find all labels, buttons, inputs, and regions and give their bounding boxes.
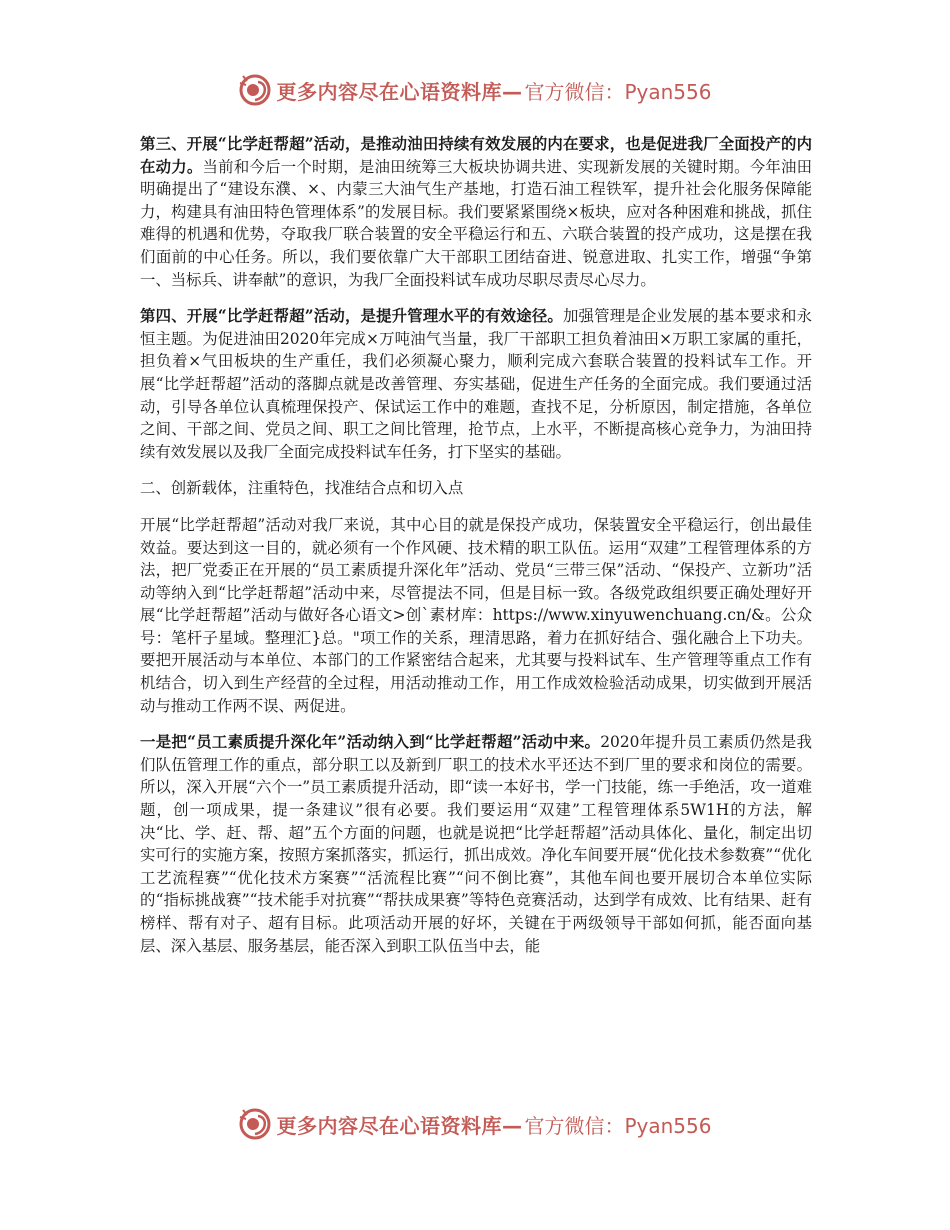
paragraph-text: 加强管理是企业发展的基本要求和永恒主题。为促进油田2020年完成×万吨油气当量，我厂干部职工担负着油田×万职工家属的重托，担负着×气田板块的生产重任，我们必须凝心聚力，顺利完成六套联合装置的投料试车工作。开展“比学赶帮超”活动的落脚点就是改善管理、夯实基础，促进生产任务的全面完成。我们要通过活动，引导各单位认真梳理保投产、保试运工作中的难题，查找不足，分析原因，制定措施，各单位之间、干部之间、党员之间、职工之间比管理，抢节点，上水平，不断提高核心竞争力，为油田持续有效发展以及我厂全面完成投料试车任务，打下坚实的基础。 <box>140 307 812 461</box>
banner-wechat: 官方微信：Pyan556 <box>524 1113 712 1138</box>
banner-text: 更多内容尽在心语资料库— <box>276 1113 523 1138</box>
paragraph-text: 2020年提升员工素质仍然是我们队伍管理工作的重点，部分职工以及新到厂职工的技术水平还达不到厂里的要求和岗位的需要。所以，深入开展“六个一”员工素质提升活动，即“读一本好书，学一门技能，练一手绝活，攻一道难题，创一项成果，提一条建议”很有必要。我们要运用“双建”工程管理体系5W1H的方法，解决“比、学、赶、帮、超”五个方面的问题，也就是说把“比学赶帮超”活动具体化、量化，制定出切实可行的实施方案，按照方案抓落实，抓运行，抓出成效。净化车间要开展“优化技术参数赛”“优化工艺流程赛”“优化技术方案赛”“活流程比赛”“问不倒比赛”，其他车间也要开展切合本单位实际的“指标挑战赛”“技术能手对抗赛”“帮扶成果赛”等特色竞赛活动，达到学有成效、比有结果、赶有榜样、帮有对子、超有目标。此项活动开展的好坏，关键在于两级领导干部如何抓，能否面向基层、深入基层、服务基层，能否深入到职工队伍当中去，能 <box>140 733 812 955</box>
footer-banner <box>0 1104 950 1144</box>
paragraph-heading: 一是把“员工素质提升深化年”活动纳入到“比学赶帮超”活动中来。 <box>140 733 601 752</box>
brand-logo-icon <box>238 73 272 107</box>
document-body <box>140 133 812 967</box>
banner-text: 更多内容尽在心语资料库— <box>276 79 523 104</box>
paragraph-carrier <box>140 514 812 717</box>
banner-wechat: 官方微信：Pyan556 <box>524 79 712 104</box>
paragraph-third <box>140 133 812 291</box>
paragraph-first-item <box>140 731 812 957</box>
paragraph-heading: 第三、开展“比学赶帮超”活动，是推动油田持续有效发展的内在要求，也是促进我厂全面投产的内在动力。 <box>140 135 812 176</box>
section-heading-text: 二、创新载体，注重特色，找准结合点和切入点 <box>140 479 464 498</box>
brand-logo-icon <box>238 1107 272 1141</box>
section-heading <box>140 477 812 500</box>
paragraph-text: 当前和今后一个时期，是油田统筹三大板块协调共进、实现新发展的关键时期。今年油田明确提出了“建设东濮、×、内蒙三大油气生产基地，打造石油工程铁军，提升社会化服务保障能力，构建具有油田特色管理体系”的发展目标。我们要紧紧围绕×板块，应对各种困难和挑战，抓住难得的机遇和优势，夺取我厂联合装置的安全平稳运行和五、六联合装置的投产成功，这是摆在我们面前的中心任务。所以，我们要依靠广大干部职工团结奋进、锐意进取、扎实工作，增强“争第一、当标兵、讲奉献”的意识，为我厂全面投料试车成功尽职尽责尽心尽力。 <box>140 157 812 289</box>
paragraph-heading: 第四、开展“比学赶帮超”活动，是提升管理水平的有效途径。 <box>140 307 563 326</box>
paragraph-text: 开展“比学赶帮超”活动对我厂来说，其中心目的就是保投产成功，保装置安全平稳运行，创出最佳效益。要达到这一目的，就必须有一个作风硬、技术精的职工队伍。运用“双建”工程管理体系的方法，把厂党委正在开展的“员工素质提升深化年”活动、党员“三带三保”活动、“保投产、立新功”活动等纳入到“比学赶帮超”活动中来，尽管提法不同，但是目标一致。各级党政组织要正确处理好开展“比学赶帮超”活动与做好各心语文>创`素材库：https://www.xinyuwenchuang.cn/&。公众号：笔杆子星域。整理汇}总。"项工作的关系，理清思路，着力在抓好结合、强化融合上下功夫。要把开展活动与本单位、本部门的工作紧密结合起来，尤其要与投料试车、生产管理等重点工作有机结合，切入到生产经营的全过程，用活动推动工作，用工作成效检验活动成果，切实做到开展活动与推动工作两不误、两促进。 <box>140 515 812 715</box>
paragraph-fourth <box>140 305 812 463</box>
header-banner <box>0 70 950 110</box>
